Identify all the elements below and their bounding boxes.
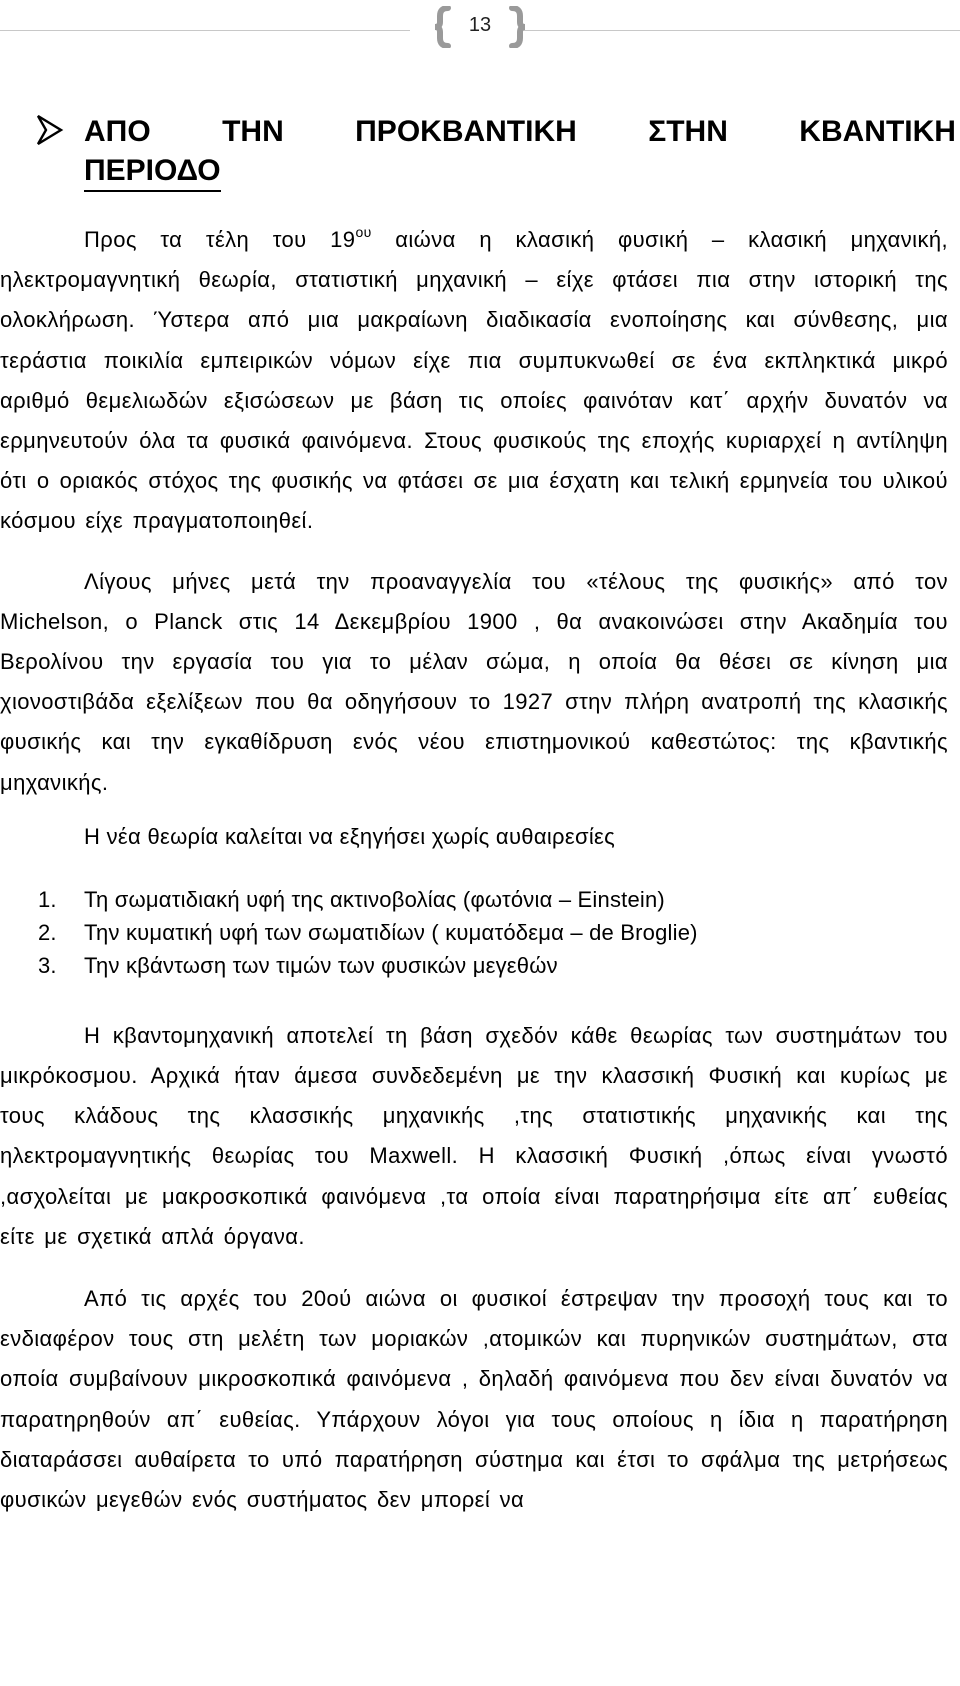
list-item (0, 883, 960, 916)
paragraph-1-start: Προς τα τέλη του 19 (84, 227, 356, 252)
heading-line-1 (84, 112, 956, 152)
list-text: Την κυματική υφή των σωματιδίων ( κυματόδεμα – de Broglie) (84, 919, 698, 945)
paragraph-4: Από τις αρχές του 20ού αιώνα οι φυσικοί έστρεψαν την προσοχή τους και το ενδιαφέρον τους στη μελέτη των μοριακών ,ατομικών και πυρηνικών συστημάτων, στα οποία συμβαίνουν μικροσκοπικά φαινόμενα , δηλαδή φαινόμενα που δεν είναι δυνατόν να παρατηρηθούν απ΄ ευθείας. Υπάρχουν λόγοι για τους οποίους η ίδια η παρατήρηση διαταράσσει αυθαίρετα το υπό παρατήρηση σύστημα και έτσι το σφάλμα της μετρήσεως φυσικών μεγεθών ενός συστήματος δεν μπορεί να (0, 1286, 948, 1513)
theory-intro-line: Η νέα θεωρία καλείται να εξηγήσει χωρίς αυθαιρεσίες (84, 823, 616, 849)
arrowhead-bullet-icon (36, 114, 64, 146)
heading-word: ΠΡΟΚΒΑΝΤΙΚΗ (355, 115, 577, 148)
paragraph-2: Λίγους μήνες μετά την προαναγγελία του «τέλους της φυσικής» από τον Michelson, ο Planck στις 14 Δεκεμβρίου 1900 , θα ανακοινώσει στην Ακαδημία του Βερολίνου την εργασία του για το μέλαν σώμα, η οποία θα θέσει σε κίνηση μια χιονοστιβάδα εξελίξεων που θα οδηγήσουν το 1927 στην πλήρη ανατροπή της κλασικής φυσικής και την εγκαθίδρυση ενός νέου επιστημονικού καθεστώτος: της κβαντικής μηχανικής. (0, 568, 948, 795)
list-text: Τη σωματιδιακή υφή της ακτινοβολίας (φωτόνια – Einstein) (84, 886, 665, 912)
list-number: 3. (38, 952, 57, 978)
heading-word: ΑΠΟ (84, 115, 151, 148)
page-number: 13 (468, 14, 492, 36)
page-number-box (434, 6, 526, 48)
list-text: Την κβάντωση των τιμών των φυσικών μεγεθών (84, 952, 558, 978)
heading-line-2: ΠΕΡΙΟΔΟ (84, 152, 221, 192)
list-number: 2. (38, 919, 57, 945)
header-rule-left (0, 30, 410, 31)
heading-word: ΚΒΑΝΤΙΚΗ (799, 115, 956, 148)
list-item (0, 949, 960, 982)
list-item (0, 916, 960, 949)
list-number: 1. (38, 886, 57, 912)
section-heading (84, 112, 956, 192)
paragraph-3: Η κβαντομηχανική αποτελεί τη βάση σχεδόν κάθε θεωρίας των συστημάτων του μικρόκοσμου. Αρχικά ήταν άμεσα συνδεδεμένη με την κλασσική Φυσική και κυρίως με τους κλάδους της κλασσικής μηχανικής ,της στατιστικής μηχανικής και της ηλεκτρομαγνητικής θεωρίας του Maxwell. Η κλασσική Φυσική ,όπως είναι γνωστό ,ασχολείται με μακροσκοπικά φαινόμενα ,τα οποία είναι παρατηρήσιμα είτε απ΄ ευθείας είτε με σχετικά απλά όργανα. (0, 1022, 948, 1249)
paragraph-1 (0, 220, 960, 542)
ordinal-superscript: ου (355, 224, 372, 240)
requirements-list (0, 883, 960, 982)
paragraph-1-rest: αιώνα η κλασική φυσική – κλασική μηχανική, ηλεκτρομαγνητική θεωρία, στατιστική μηχανική – είχε φτάσει πια στην ιστορική της ολοκλήρωση. Ύστερα από μια μακραίωνη διαδικασία ενοποίησης και σύνθεσης, μια τεράστια ποικιλία εμπειρικών νόμων είχε πια συμπυκνωθεί σε ένα εκπληκτικά μικρό αριθμό θεμελιωδών εξισώσεων με βάση τις οποίες φαινόταν κατ΄ αρχήν δυνατόν να ερμηνευτούν όλα τα φυσικά φαινόμενα. Στους φυσικούς της εποχής κυριαρχεί η αντίληψη ότι ο οριακός στόχος της φυσικής να φτάσει σε μια έσχατη και τελική ερμηνεία του υλικού κόσμου είχε πραγματοποιηθεί. (0, 227, 948, 534)
page-content (0, 112, 960, 1520)
header-rule-right (520, 30, 960, 31)
heading-word: ΤΗΝ (222, 115, 284, 148)
heading-word: ΣΤΗΝ (648, 115, 728, 148)
